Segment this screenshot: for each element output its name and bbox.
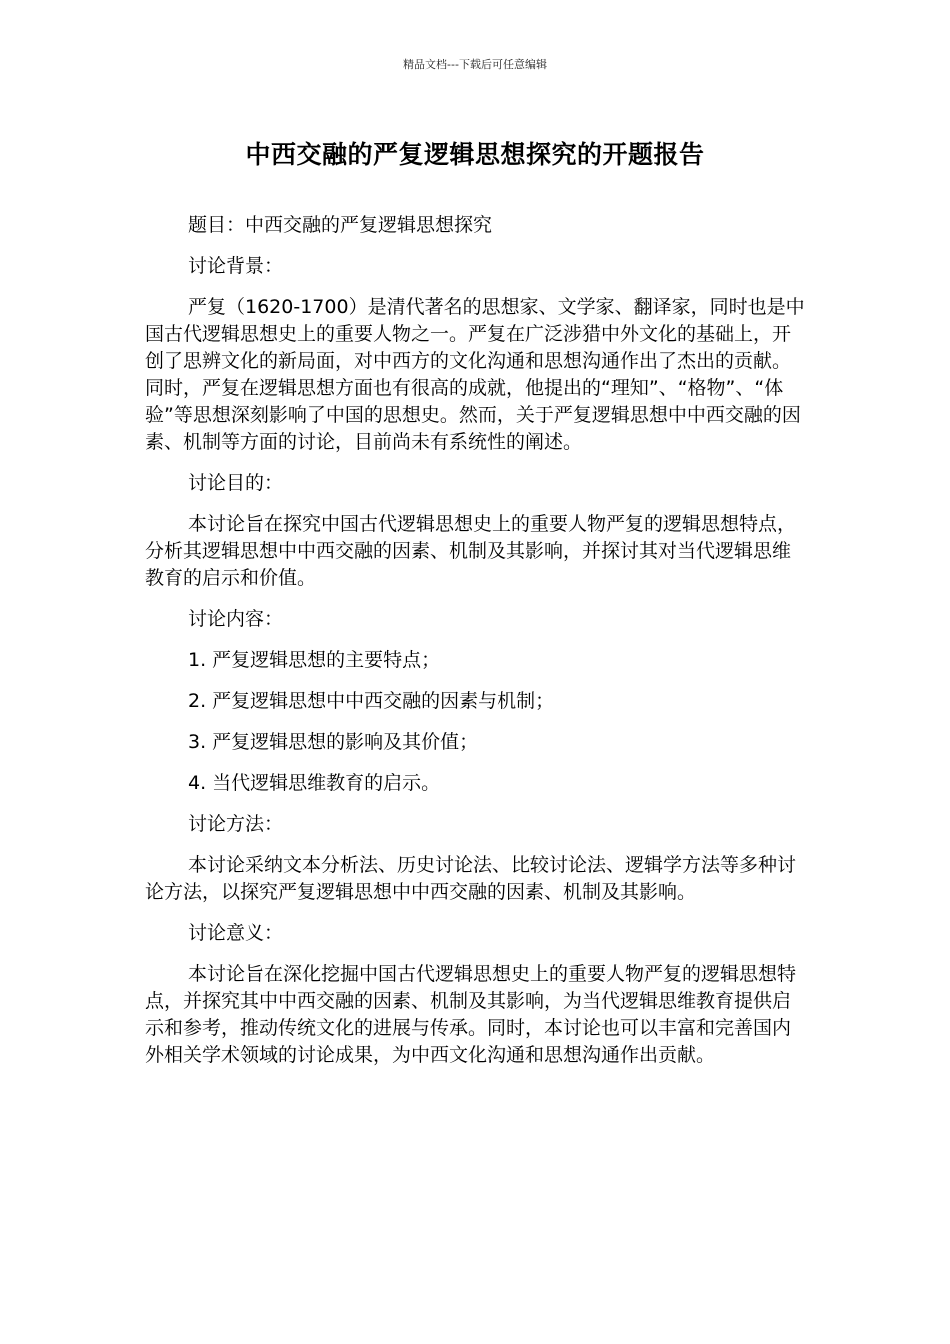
content-list-item: 4. 当代逻辑思维教育的启示。 [188,772,441,794]
document-title: 中西交融的严复逻辑思想探究的开题报告 [245,140,705,169]
content-list-item: 2. 严复逻辑思想中中西交融的因素与机制； [188,690,555,712]
header-note: 精品文档---下载后可任意编辑 [403,58,547,71]
method-paragraph: 本讨论采纳文本分析法、历史讨论法、比较讨论法、逻辑学方法等多种讨论方法，以探究严复逻辑思想中中西交融的因素、机制及其影响。 [145,854,797,903]
content-list-item: 3. 严复逻辑思想的影响及其价值； [188,731,479,753]
document-body [145,212,805,1083]
content-heading: 讨论内容： [188,608,284,630]
purpose-heading: 讨论目的： [188,472,284,494]
significance-paragraph: 本讨论旨在深化挖掘中国古代逻辑思想史上的重要人物严复的逻辑思想特点，并探究其中中西交融的因素、机制及其影响，为当代逻辑思维教育提供启示和参考，推动传统文化的进展与传承。同时，本讨论也可以丰富和完善国内外相关学术领域的讨论成果，为中西文化沟通和思想沟通作出贡献。 [145,963,797,1066]
significance-heading: 讨论意义： [188,922,284,944]
method-heading: 讨论方法： [188,813,284,835]
purpose-paragraph: 本讨论旨在探究中国古代逻辑思想史上的重要人物严复的逻辑思想特点，分析其逻辑思想中中西交融的因素、机制及其影响，并探讨其对当代逻辑思维教育的启示和价值。 [145,513,797,589]
topic-line: 题目：中西交融的严复逻辑思想探究 [188,214,493,236]
content-list-item: 1. 严复逻辑思想的主要特点； [188,649,441,671]
background-paragraph: 严复（1620-1700）是清代著名的思想家、文学家、翻译家，同时也是中国古代逻辑思想史上的重要人物之一。严复在广泛涉猎中外文化的基础上，开创了思辨文化的新局面，对中西方的文化沟通和思想沟通作出了杰出的贡献。同时，严复在逻辑思想方面也有很高的成就，他提出的“理知”、“格物”、“体验”等思想深刻影响了中国的思想史。然而，关于严复逻辑思想中中西交融的因素、机制等方面的讨论，目前尚未有系统性的阐述。 [145,296,805,453]
background-heading: 讨论背景： [188,255,284,277]
